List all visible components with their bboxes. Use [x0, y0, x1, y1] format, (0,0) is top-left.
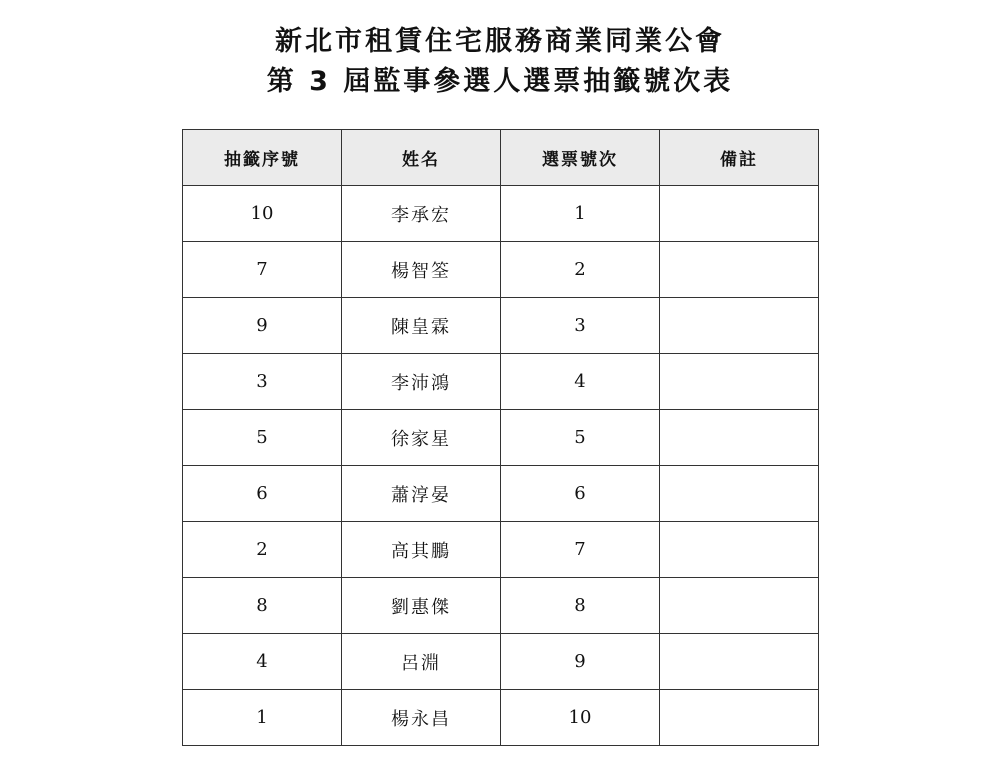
name-cell: 楊智筌: [342, 242, 501, 298]
table-row: [183, 186, 819, 242]
note-cell: [660, 634, 819, 690]
name-cell: 蕭淳晏: [342, 466, 501, 522]
note-cell: [660, 690, 819, 746]
draw-number-cell: 3: [183, 354, 342, 410]
ballot-number-cell: 9: [501, 634, 660, 690]
table-row: [183, 578, 819, 634]
name-cell: 楊永昌: [342, 690, 501, 746]
name-cell: 劉惠傑: [342, 578, 501, 634]
ballot-number-cell: 10: [501, 690, 660, 746]
table-header-row: [183, 130, 819, 186]
ballot-number-cell: 3: [501, 298, 660, 354]
ballot-number-cell: 7: [501, 522, 660, 578]
draw-number-cell: 8: [183, 578, 342, 634]
draw-number-cell: 5: [183, 410, 342, 466]
name-cell: 李沛鴻: [342, 354, 501, 410]
table-row: [183, 410, 819, 466]
table-row: [183, 242, 819, 298]
note-cell: [660, 186, 819, 242]
header-draw-number: 抽籤序號: [183, 130, 342, 186]
ballot-number-cell: 4: [501, 354, 660, 410]
note-cell: [660, 298, 819, 354]
note-cell: [660, 466, 819, 522]
table-row: [183, 690, 819, 746]
table-row: [183, 466, 819, 522]
ballot-number-cell: 6: [501, 466, 660, 522]
ballot-number-cell: 5: [501, 410, 660, 466]
draw-number-cell: 9: [183, 298, 342, 354]
draw-number-cell: 4: [183, 634, 342, 690]
draw-number-cell: 6: [183, 466, 342, 522]
table-row: [183, 522, 819, 578]
note-cell: [660, 410, 819, 466]
name-cell: 高其鵬: [342, 522, 501, 578]
title-line-2: 第 3 屆監事參選人選票抽籤號次表: [266, 66, 734, 97]
note-cell: [660, 578, 819, 634]
table-row: [183, 354, 819, 410]
header-name: 姓名: [342, 130, 501, 186]
header-ballot-number: 選票號次: [501, 130, 660, 186]
document-title: [0, 22, 1000, 102]
draw-number-cell: 7: [183, 242, 342, 298]
ballot-number-cell: 1: [501, 186, 660, 242]
draw-number-cell: 10: [183, 186, 342, 242]
header-note: 備註: [660, 130, 819, 186]
lottery-table: [182, 129, 819, 746]
ballot-number-cell: 8: [501, 578, 660, 634]
table-row: [183, 298, 819, 354]
name-cell: 李承宏: [342, 186, 501, 242]
title-line-1: 新北市租賃住宅服務商業同業公會: [275, 26, 725, 57]
note-cell: [660, 522, 819, 578]
draw-number-cell: 1: [183, 690, 342, 746]
table-row: [183, 634, 819, 690]
ballot-number-cell: 2: [501, 242, 660, 298]
name-cell: 徐家星: [342, 410, 501, 466]
name-cell: 陳皇霖: [342, 298, 501, 354]
note-cell: [660, 354, 819, 410]
note-cell: [660, 242, 819, 298]
draw-number-cell: 2: [183, 522, 342, 578]
name-cell: 呂淵: [342, 634, 501, 690]
